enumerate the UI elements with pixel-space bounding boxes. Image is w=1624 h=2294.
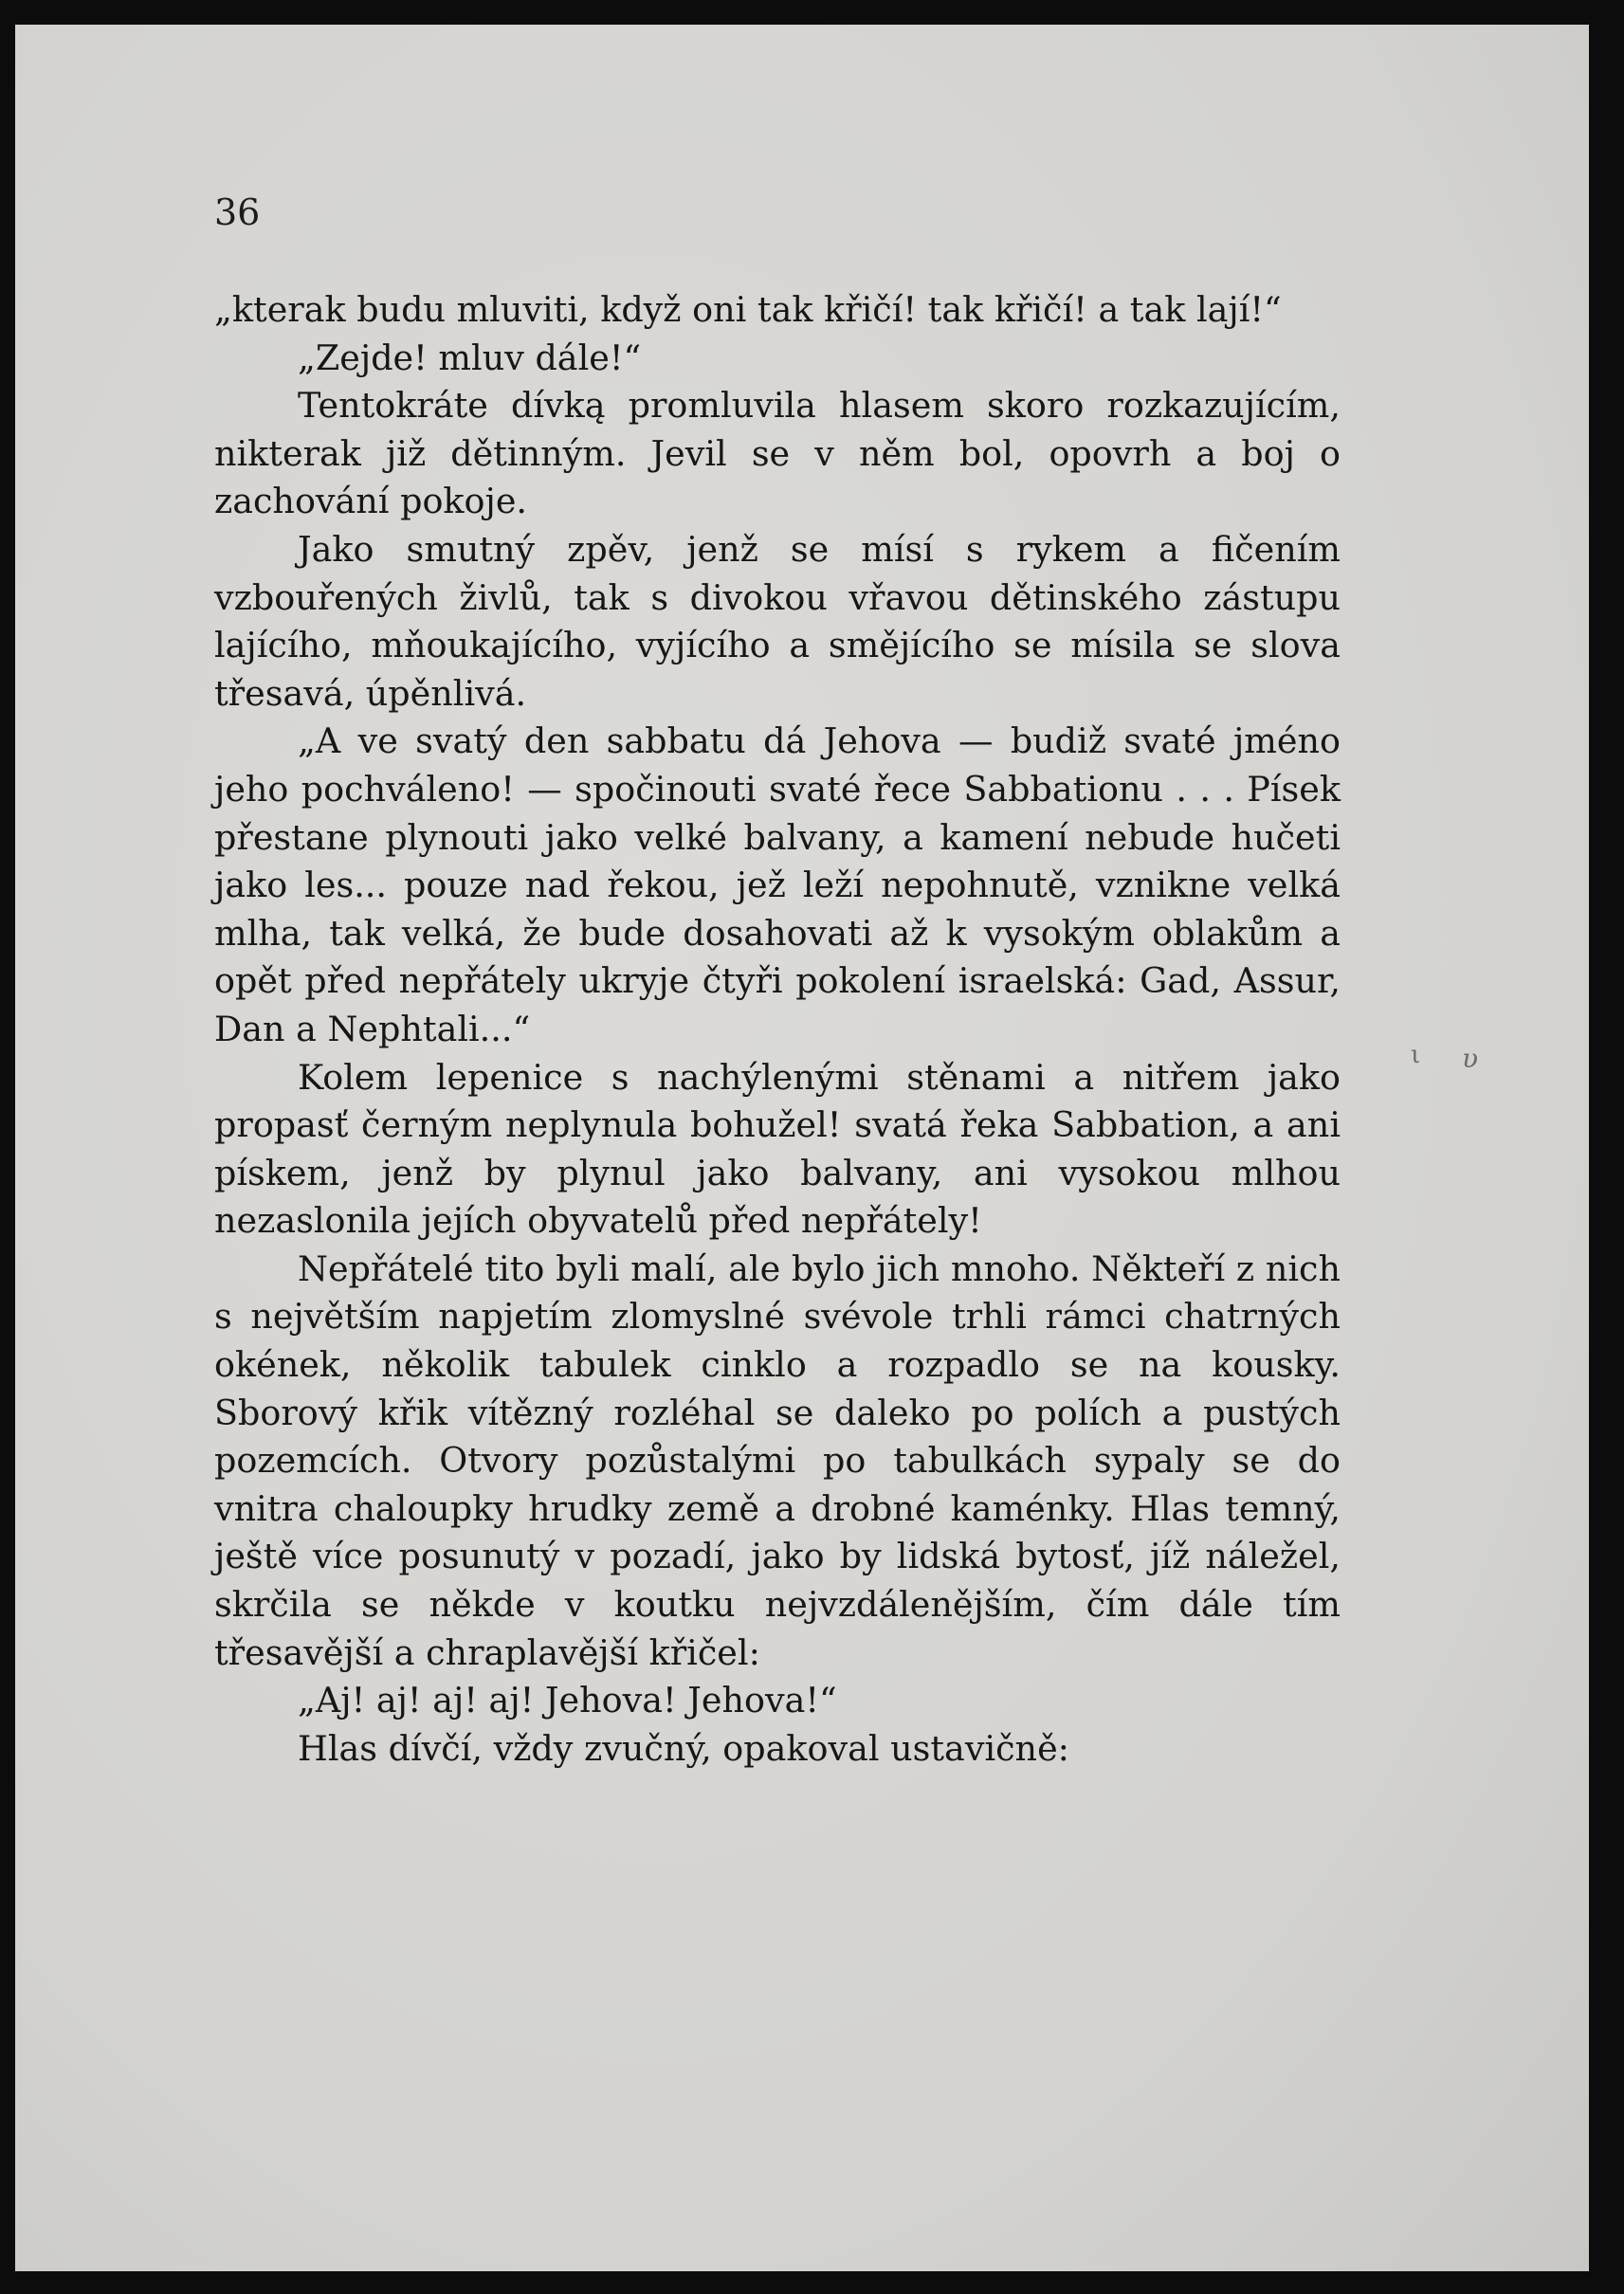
paragraph-7: Nepřátelé tito byli malí, ale bylo jich mnoho. Někteří z nich s největším napjetím zlomyslné svévole trhli rámci chatrných okének, několik tabulek cinklo a rozpadlo se na kousky. Sborový křik vítězný rozléhal se daleko po polích a pustých pozemcích. Otvory pozůstalými po tabulkách sypaly se do vnitra chaloupky hrudky země a drobné kaménky. Hlas temný, ještě více posunutý v pozadí, jako by lidská bytosť, jíž náležel, skrčila se někde v koutku nejvzdálenějším, čím dále tím třesavější a chraplavější křičel:	[214, 1247, 1341, 1673]
paragraph-2: „Zejde! mluv dále!“	[298, 337, 642, 378]
paragraph-8: „Aj! aj! aj! aj! Jehova! Jehova!“	[298, 1680, 837, 1721]
paragraph-5: „A ve svatý den sabbatu dá Jehova — budiž svaté jméno jeho pochváleno! — spočinouti svaté řece Sabbationu . . . Písek přestane plynouti jako velké balvany, a kamení nebude hučeti jako les... pouze nad řekou, jež leží nepohnutě, vznikne velká mlha, tak velká, že bude dosahovati až k vysokým oblakům a opět před nepřátely ukryje čtyři pokolení israelská: Gad, Assur, Dan a Nephtali...“	[214, 720, 1341, 1049]
margin-mark-2: υ	[1462, 1043, 1479, 1074]
paragraph-9: Hlas dívčí, vždy zvučný, opakoval ustavičně:	[298, 1727, 1069, 1769]
body-text	[214, 286, 1341, 1773]
paragraph-4: Jako smutný zpěv, jenž se mísí s rykem a fičením vzbouřených živlů, tak s divokou vřavou dětinského zástupu lajícího, mňoukajícího, vyjícího a smějícího se mísila se slova třesavá, úpěnlivá.	[214, 528, 1341, 714]
paragraph-1: „kterak budu mluviti, když oni tak křičí! tak křičí! a tak lají!“	[214, 289, 1282, 330]
margin-mark-1: ι	[1411, 1041, 1421, 1069]
page-number: 36	[214, 191, 261, 233]
paragraph-3: Tentokráte dívką promluvila hlasem skoro rozkazujícím, nikterak již dětinným. Jevil se v něm bol, opovrh a boj o zachování pokoje.	[214, 385, 1341, 522]
paragraph-6: Kolem lepenice s nachýlenými stěnami a nitřem jako propasť černým neplynula bohužel! svatá řeka Sabbation, a ani pískem, jenž by plynul jako balvany, ani vysokou mlhou nezaslonila jejích obyvatelů před nepřátely!	[214, 1056, 1341, 1242]
